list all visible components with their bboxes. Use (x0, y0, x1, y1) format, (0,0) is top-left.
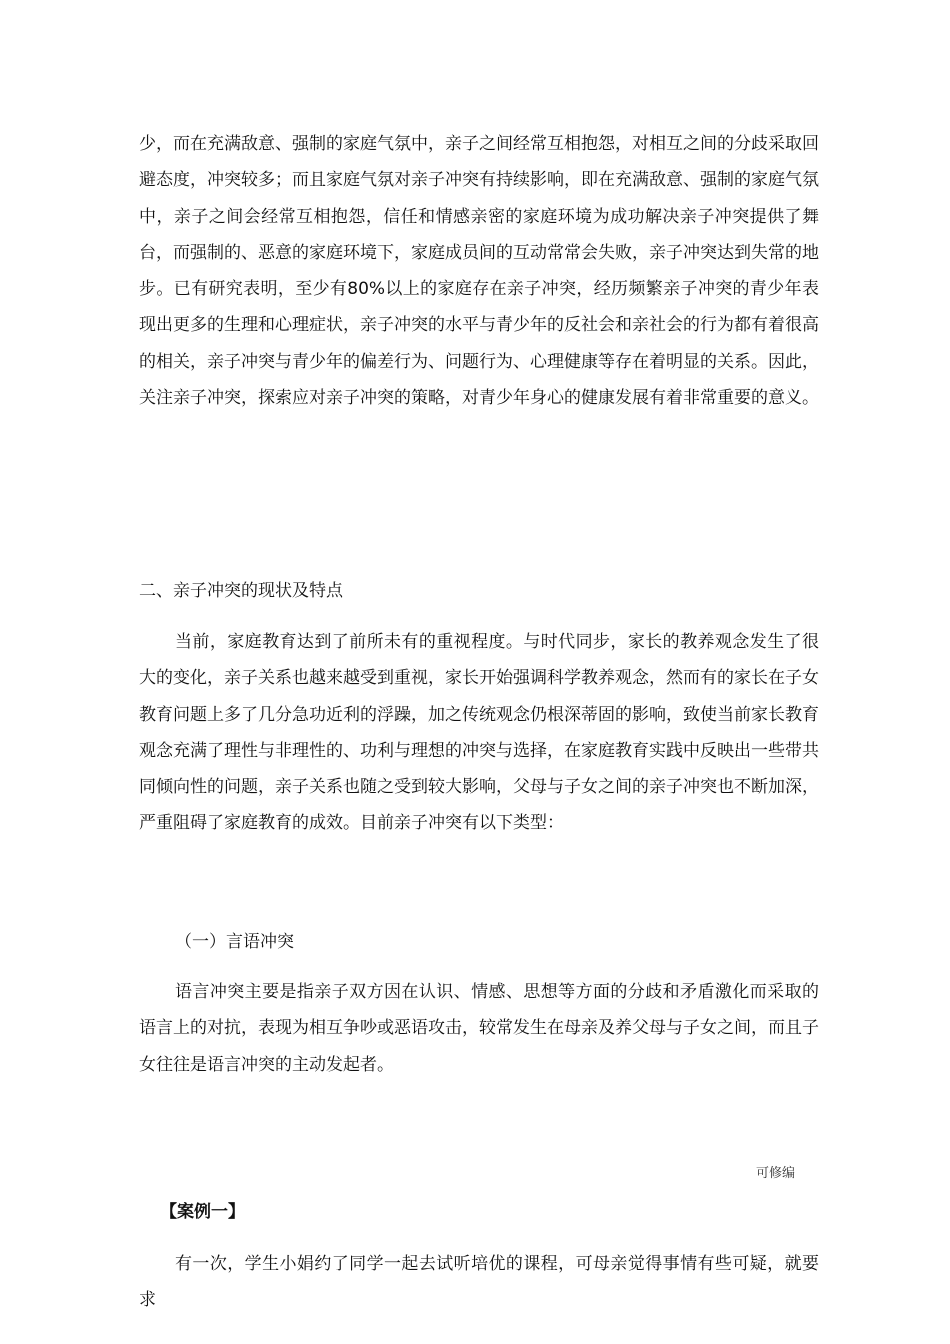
paragraph-intro-continued: 少，而在充满敌意、强制的家庭气氛中，亲子之间经常互相抱怨，对相互之间的分歧采取回避态度，冲突较多；而且家庭气氛对亲子冲突有持续影响，即在充满敌意、强制的家庭气氛中，亲子之间会经常互相抱怨，信任和情感亲密的家庭环境为成功解决亲子冲突提供了舞台，而强制的、恶意的家庭环境下，家庭成员间的互动常常会失败，亲子冲突达到失常的地步。已有研究表明，至少有80%以上的家庭存在亲子冲突，经历频繁亲子冲突的青少年表现出更多的生理和心理症状，亲子冲突的水平与青少年的反社会和亲社会的行为都有着很高的相关，亲子冲突与青少年的偏差行为、问题行为、心理健康等存在着明显的关系。因此，关注亲子冲突，探索应对亲子冲突的策略，对青少年身心的健康发展有着非常重要的意义。 (139, 134, 819, 409)
editable-note: 可修编 (756, 1166, 796, 1181)
paragraph-current-status: 当前，家庭教育达到了前所未有的重视程度。与时代同步，家长的教养观念发生了很大的变化，亲子关系也越来越受到重视，家长开始强调科学教养观念，然而有的家长在子女教育问题上多了几分急功近利的浮躁，加之传统观念仍根深蒂固的影响，致使当前家长教育观念充满了理性与非理性的、功利与理想的冲突与选择，在家庭教育实践中反映出一些带共同倾向性的问题，亲子关系也随之受到较大影响，父母与子女之间的亲子冲突也不断加深，严重阻碍了家庭教育的成效。目前亲子冲突有以下类型： (139, 632, 819, 834)
subheading-verbal-conflict: （一）言语冲突 (175, 932, 294, 952)
paragraph-case-one: 有一次，学生小娟约了同学一起去试听培优的课程，可母亲觉得事情有些可疑，就要求 (139, 1254, 819, 1311)
case-title: 【案例一】 (160, 1202, 245, 1222)
paragraph-verbal-conflict: 语言冲突主要是指亲子双方因在认识、情感、思想等方面的分歧和矛盾激化而采取的语言上的对抗，表现为相互争吵或恶语攻击，较常发生在母亲及养父母与子女之间，而且子女往往是语言冲突的主动发起者。 (139, 982, 819, 1075)
section-heading-current-status: 二、亲子冲突的现状及特点 (139, 581, 343, 601)
